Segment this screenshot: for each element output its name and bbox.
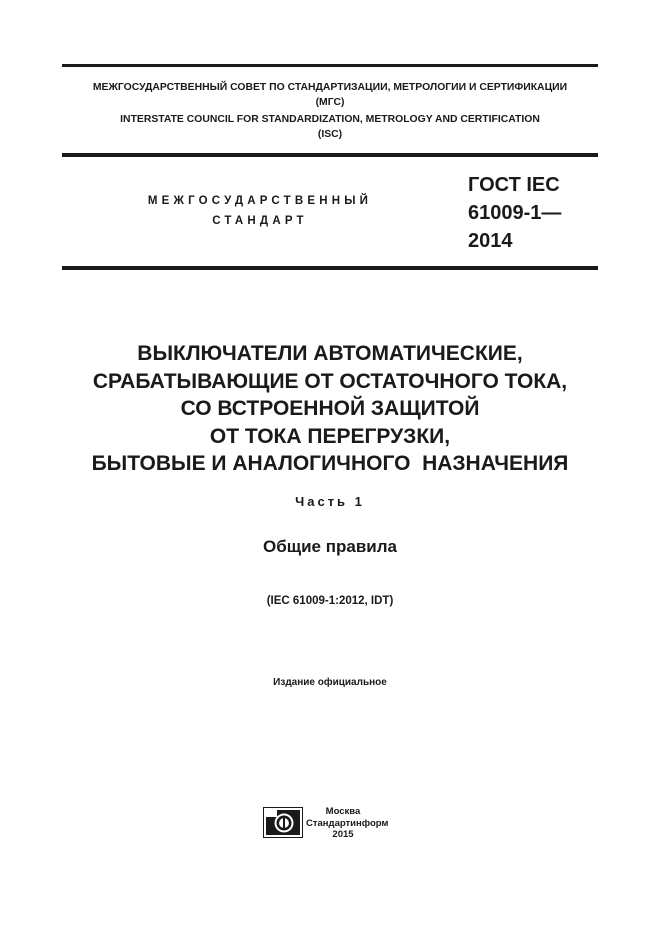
standard-type-line-2: СТАНДАРТ xyxy=(212,215,308,227)
standartinform-logo-icon xyxy=(263,807,303,838)
iec-reference: (IEC 61009-1:2012, IDT) xyxy=(266,595,394,607)
standard-type xyxy=(120,191,400,231)
title-line-1: ВЫКЛЮЧАТЕЛИ АВТОМАТИЧЕСКИЕ, xyxy=(137,342,523,365)
designation-line-1: ГОСТ IEC xyxy=(468,174,560,196)
council-en-line-2: (ISC) xyxy=(317,129,343,140)
title-line-5: БЫТОВЫЕ И АНАЛОГИЧНОГО НАЗНАЧЕНИЯ xyxy=(91,452,569,475)
council-en-line-1: INTERSTATE COUNCIL FOR STANDARDIZATION, METROLOGY AND CERTIFICATION xyxy=(120,114,540,125)
standard-type-line-1: МЕЖГОСУДАРСТВЕННЫЙ xyxy=(147,195,373,207)
title-line-4: ОТ ТОКА ПЕРЕГРУЗКИ, xyxy=(209,424,451,448)
part-title: Общие правила xyxy=(263,537,397,556)
publisher-name: Стандартинформ xyxy=(306,817,389,829)
edition-note: Издание официальное xyxy=(273,677,387,688)
council-heading xyxy=(62,80,598,142)
publisher-city: Москва xyxy=(325,806,361,817)
designation-line-2: 61009-1— xyxy=(468,202,562,224)
council-ru-line-1: МЕЖГОСУДАРСТВЕННЫЙ СОВЕТ ПО СТАНДАРТИЗАЦИИ, МЕТРОЛОГИИ И СЕРТИФИКАЦИИ xyxy=(92,82,568,93)
title-line-3: СО ВСТРОЕННОЙ ЗАЩИТОЙ xyxy=(180,397,480,420)
part-number: Часть 1 xyxy=(295,494,365,509)
designation-rule xyxy=(62,266,598,270)
standard-designation xyxy=(468,171,598,255)
standard-title xyxy=(40,340,620,478)
title-line-2: СРАБАТЫВАЮЩИЕ ОТ ОСТАТОЧНОГО ТОКА, xyxy=(92,369,568,393)
council-ru-line-2: (МГС) xyxy=(315,97,345,108)
designation-line-3: 2014 xyxy=(468,230,513,252)
council-rule xyxy=(62,153,598,157)
top-rule xyxy=(62,64,598,67)
publisher-year: 2015 xyxy=(332,829,354,840)
publisher-block xyxy=(306,806,389,841)
